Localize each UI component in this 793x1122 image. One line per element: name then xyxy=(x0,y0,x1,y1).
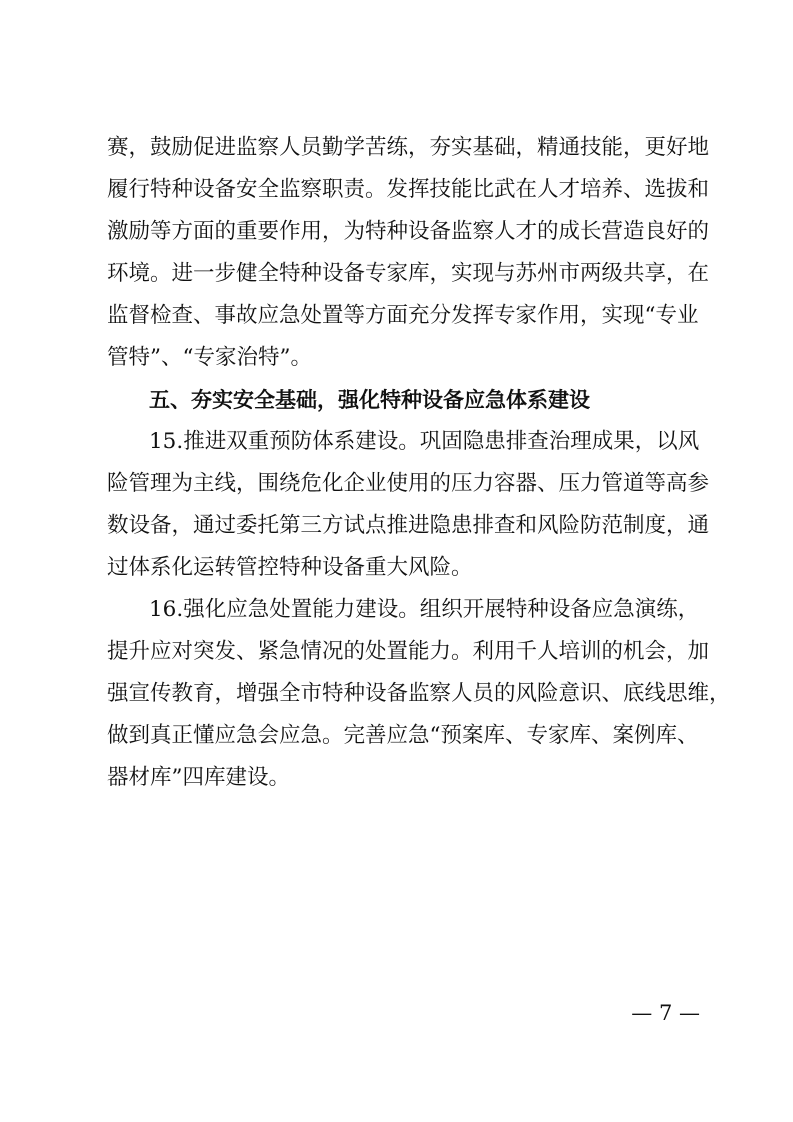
paragraph-line: 监督检查、事故应急处置等方面充分发挥专家作用，实现“专业 xyxy=(107,303,699,328)
paragraph-line: 16.强化应急处置能力建设。组织开展特种设备应急演练， xyxy=(149,597,700,622)
section-heading: 五、夯实安全基础，强化特种设备应急体系建设 xyxy=(149,388,590,412)
paragraph-line: 数设备，通过委托第三方试点推进隐患排查和风险防范制度，通 xyxy=(107,513,710,538)
paragraph-line: 强宣传教育，增强全市特种设备监察人员的风险意识、底线思维， xyxy=(107,681,731,706)
paragraph-line: 做到真正懂应急会应急。完善应急“预案库、专家库、案例库、 xyxy=(107,723,699,748)
paragraph-line: 器材库”四库建设。 xyxy=(107,765,290,790)
page-number: — 7 — xyxy=(631,1001,700,1025)
paragraph-line: 险管理为主线，围绕危化企业使用的压力容器、压力管道等高参 xyxy=(107,471,710,496)
paragraph-line: 赛，鼓励促进监察人员勤学苦练，夯实基础，精通技能，更好地 xyxy=(107,135,710,160)
paragraph-line: 履行特种设备安全监察职责。发挥技能比武在人才培养、选拔和 xyxy=(107,177,710,202)
paragraph-line: 提升应对突发、紧急情况的处置能力。利用千人培训的机会，加 xyxy=(107,639,710,664)
paragraph-line: 激励等方面的重要作用，为特种设备监察人才的成长营造良好的 xyxy=(107,219,710,244)
paragraph-line: 过体系化运转管控特种设备重大风险。 xyxy=(107,555,473,580)
paragraph-line: 管特”、“专家治特”。 xyxy=(107,345,312,370)
paragraph-line: 15.推进双重预防体系建设。巩固隐患排查治理成果，以风 xyxy=(149,429,700,454)
paragraph-line: 环境。进一步健全特种设备专家库，实现与苏州市两级共享，在 xyxy=(107,261,710,286)
